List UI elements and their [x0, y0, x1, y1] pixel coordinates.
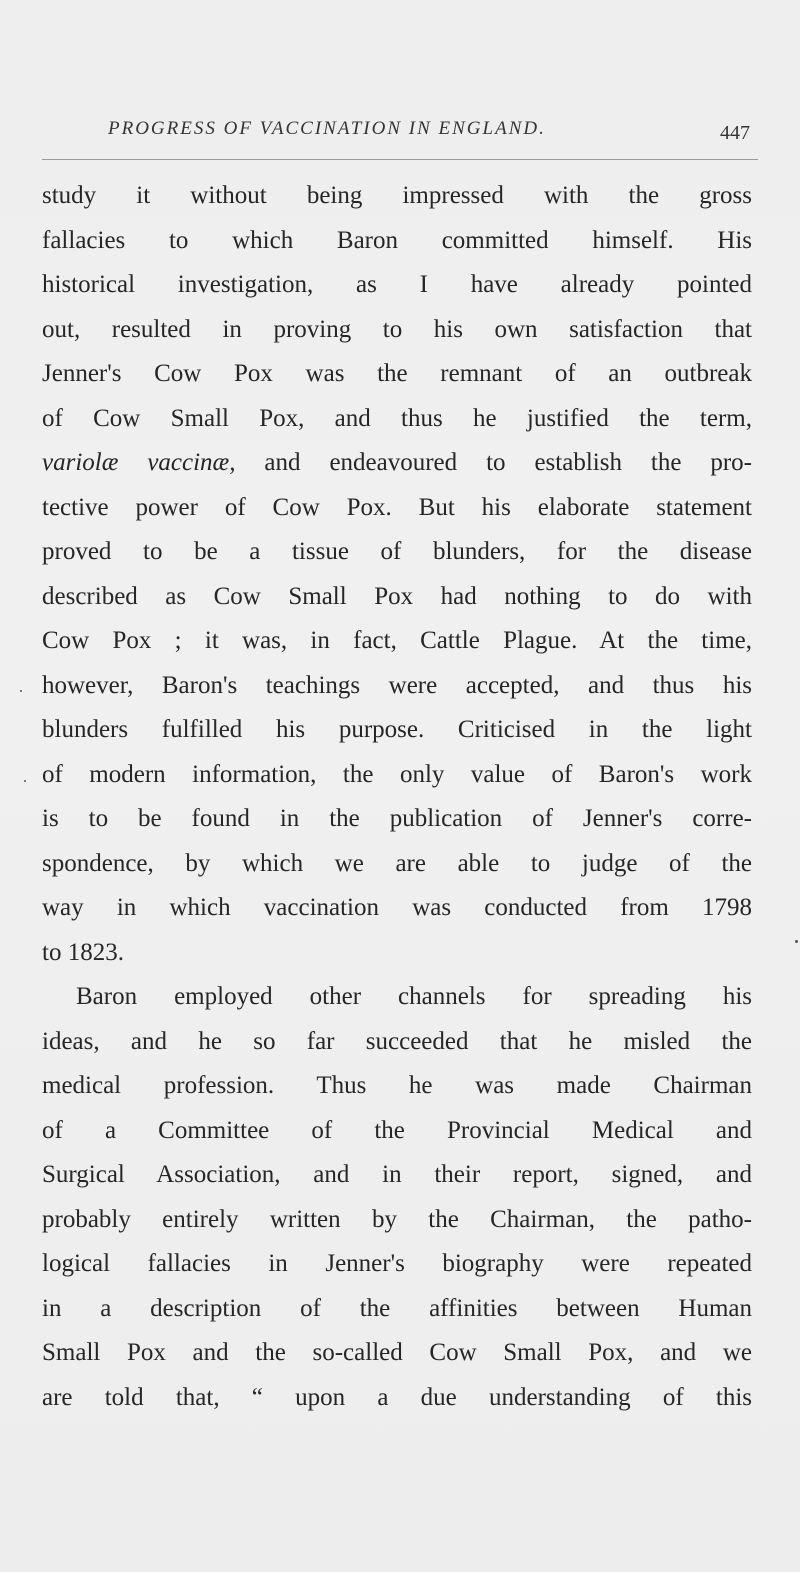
text-line: probably entirely written by the Chairman, the patho-	[42, 1205, 752, 1233]
text-line: spondence, by which we are able to judge of the	[42, 849, 752, 877]
text-line: tective power of Cow Pox. But his elaborate statement	[42, 493, 752, 521]
text-line: fallacies to which Baron committed himself. His	[42, 226, 752, 254]
text-line: Baron employed other channels for spreading his	[76, 983, 752, 1010]
text-line: are told that, “ upon a due understanding of this	[42, 1383, 752, 1411]
text-line: is to be found in the publication of Jenner's corre-	[42, 805, 752, 832]
text-line: however, Baron's teachings were accepted, and thus his	[42, 671, 752, 699]
text-line: to 1823.	[42, 938, 124, 966]
text-line-rest: and endeavoured to establish the pro-	[264, 449, 752, 476]
text-line: Surgical Association, and in their report, signed, and	[42, 1161, 752, 1188]
text-line: of Cow Small Pox, and thus he justified the term,	[42, 404, 752, 432]
text-line: of a Committee of the Provincial Medical and	[42, 1116, 752, 1144]
page-number: 447	[720, 122, 750, 144]
body-text	[42, 174, 752, 1420]
paper-speck	[24, 780, 26, 782]
text-line: described as Cow Small Pox had nothing to do with	[42, 582, 752, 610]
text-line: Jenner's Cow Pox was the remnant of an outbreak	[42, 360, 752, 387]
text-line: out, resulted in proving to his own satisfaction that	[42, 315, 752, 343]
text-line: ideas, and he so far succeeded that he misled the	[42, 1027, 752, 1055]
italic-term: variolæ vaccinæ,	[42, 449, 236, 476]
running-head	[42, 112, 758, 152]
text-line: way in which vaccination was conducted from 1798	[42, 894, 752, 921]
text-line	[42, 441, 752, 486]
text-line: proved to be a tissue of blunders, for the disease	[42, 538, 752, 565]
text-line: blunders fulfilled his purpose. Criticised in the light	[42, 716, 752, 743]
running-title: PROGRESS OF VACCINATION IN ENGLAND.	[108, 118, 546, 139]
text-line: Cow Pox ; it was, in fact, Cattle Plague. At the time,	[42, 627, 752, 654]
text-line: medical profession. Thus he was made Chairman	[42, 1072, 752, 1099]
text-line: logical fallacies in Jenner's biography were repeated	[42, 1250, 752, 1277]
text-line: of modern information, the only value of Baron's work	[42, 760, 752, 788]
text-line: Small Pox and the so-called Cow Small Pox, and we	[42, 1339, 752, 1366]
header-rule	[42, 159, 758, 160]
text-line: in a description of the affinities between Human	[42, 1294, 752, 1322]
text-line: study it without being impressed with the gross	[42, 182, 752, 209]
paper-speck	[795, 940, 798, 943]
paper-speck	[20, 690, 22, 692]
text-line: historical investigation, as I have already pointed	[42, 271, 752, 298]
